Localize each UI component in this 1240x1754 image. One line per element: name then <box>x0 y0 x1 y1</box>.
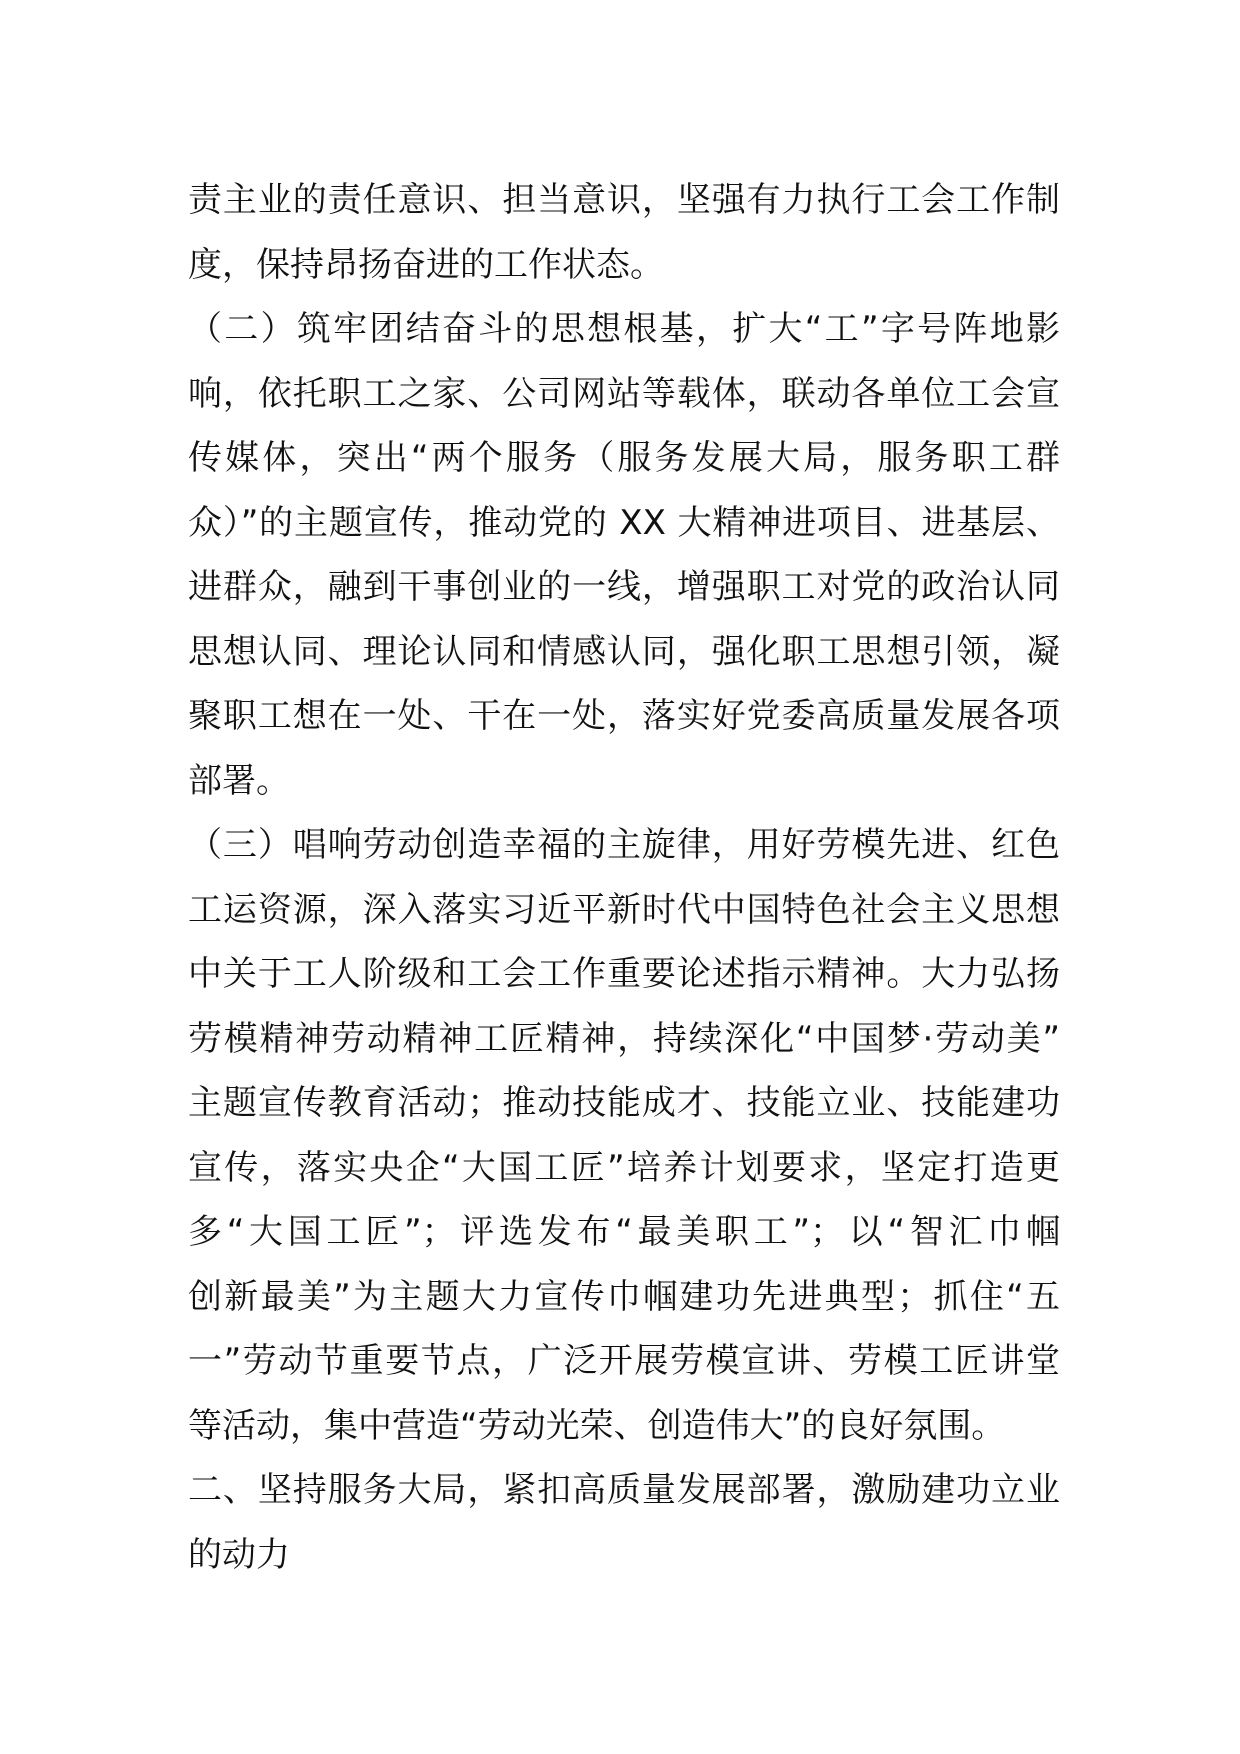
text-line: （二）筑牢团结奋斗的思想根基，扩大“工”字号阵地影 <box>188 309 1060 349</box>
document-page <box>188 168 1060 1587</box>
section-heading-line: 的动力 <box>188 1534 290 1575</box>
text-line: 等活动，集中营造“劳动光荣、创造伟大”的良好氛围。 <box>188 1405 1006 1446</box>
text-line: 众）”的主题宣传，推动党的 XX 大精神进项目、进基层、 <box>188 502 1060 543</box>
text-line: 主题宣传教育活动；推动技能成才、技能立业、技能建功 <box>188 1083 1060 1123</box>
text-line: 一”劳动节重要节点，广泛开展劳模宣讲、劳模工匠讲堂 <box>188 1341 1060 1381</box>
text-line: 传媒体，突出“两个服务（服务发展大局，服务职工群 <box>188 438 1060 478</box>
text-line: 思想认同、理论认同和情感认同，强化职工思想引领，凝 <box>188 631 1060 672</box>
text-line: 多“大国工匠”；评选发布“最美职工”；以“智汇巾帼 <box>188 1212 1060 1252</box>
text-line: 责主业的责任意识、担当意识，坚强有力执行工会工作制 <box>188 180 1060 220</box>
text-line: 进群众，融到干事创业的一线，增强职工对党的政治认同 <box>188 567 1060 607</box>
text-line: 宣传，落实央企“大国工匠”培养计划要求，坚定打造更 <box>188 1147 1060 1188</box>
text-line: 工运资源，深入落实习近平新时代中国特色社会主义思想 <box>188 889 1060 930</box>
text-line: 聚职工想在一处、干在一处，落实好党委高质量发展各项 <box>188 696 1060 736</box>
text-line: 中关于工人阶级和工会工作重要论述指示精神。大力弘扬 <box>188 954 1060 994</box>
section-heading-line: 二、坚持服务大局，紧扣高质量发展部署，激励建功立业 <box>188 1470 1060 1510</box>
text-line: 响，依托职工之家、公司网站等载体，联动各单位工会宣 <box>188 373 1060 414</box>
text-line: 创新最美”为主题大力宣传巾帼建功先进典型；抓住“五 <box>188 1276 1060 1317</box>
text-line: 度，保持昂扬奋进的工作状态。 <box>188 244 664 285</box>
text-line: 部署。 <box>188 760 290 801</box>
text-line: （三）唱响劳动创造幸福的主旋律，用好劳模先进、红色 <box>188 825 1060 865</box>
text-line: 劳模精神劳动精神工匠精神，持续深化“中国梦·劳动美” <box>188 1018 1060 1059</box>
